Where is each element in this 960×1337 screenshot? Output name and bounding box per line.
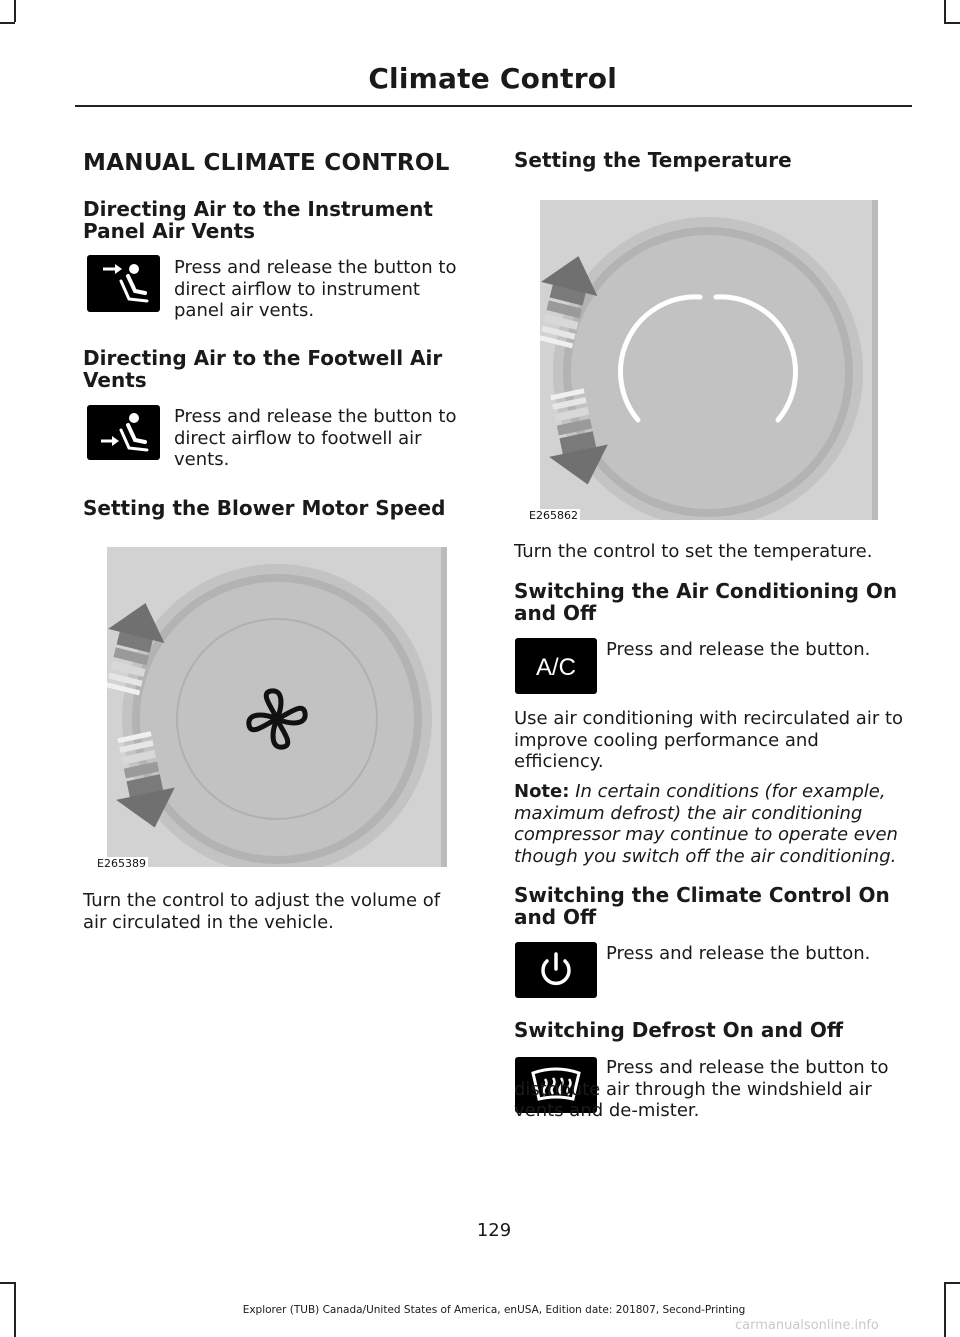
watermark: carmanualsonline.info — [735, 1318, 879, 1333]
crop-mark — [944, 22, 960, 24]
power-icon — [515, 942, 597, 998]
climate-control-heading: Switching the Climate Control On and Off — [514, 883, 890, 929]
page-header-title: Climate Control — [368, 62, 617, 95]
ac-icon — [515, 638, 597, 694]
footwell-vent-icon — [87, 405, 160, 460]
note-label: Note: — [514, 781, 570, 802]
footwell-vents-heading: Directing Air to the Footwell Air Vents — [83, 346, 443, 392]
defrost-text: Press and release the button to distribute air through the windshield air vents and de-mister. — [514, 1057, 889, 1121]
blower-speed-heading: Setting the Blower Motor Speed — [83, 496, 446, 520]
footer-text: Explorer (TUB) Canada/United States of America, enUSA, Edition date: 201807, Second-Printing — [242, 1304, 746, 1316]
crop-mark — [0, 22, 15, 24]
crop-mark — [944, 1282, 960, 1284]
blower-control-figure — [107, 547, 447, 867]
ac-text: Press and release the button. — [606, 639, 871, 660]
section-title: MANUAL CLIMATE CONTROL — [83, 150, 450, 176]
instrument-vents-text: Press and release the button to direct airflow to instrument panel air vents. — [174, 257, 457, 321]
temperature-figure-code: E265862 — [529, 509, 578, 522]
crop-mark — [14, 0, 16, 22]
climate-control-text: Press and release the button. — [606, 943, 871, 964]
note-text: In certain conditions (for example, maximum defrost) the air conditioning compressor may continue to operate even though you switch off the air conditioning. — [514, 781, 898, 867]
defrost-heading: Switching Defrost On and Off — [514, 1018, 844, 1042]
temperature-control-figure — [540, 200, 878, 520]
crop-mark — [944, 0, 946, 22]
footwell-vents-text: Press and release the button to direct airflow to footwell air vents. — [174, 406, 457, 470]
ac-body: Use air conditioning with recirculated air to improve cooling performance and efficiency. — [514, 708, 904, 772]
instrument-vents-heading: Directing Air to the Instrument Panel Air Vents — [83, 197, 433, 243]
blower-figure-code: E265389 — [97, 857, 146, 870]
ac-heading: Switching the Air Conditioning On and Off — [514, 579, 898, 625]
header-divider — [75, 105, 912, 107]
page-number: 129 — [476, 1220, 512, 1241]
svg-text:A/C: A/C — [535, 654, 577, 681]
temperature-heading: Setting the Temperature — [514, 148, 792, 172]
panel-vent-icon — [87, 255, 160, 312]
temperature-text: Turn the control to set the temperature. — [514, 541, 873, 562]
ac-note — [514, 781, 909, 867]
crop-mark — [0, 1282, 15, 1284]
blower-speed-text: Turn the control to adjust the volume of air circulated in the vehicle. — [83, 890, 441, 933]
